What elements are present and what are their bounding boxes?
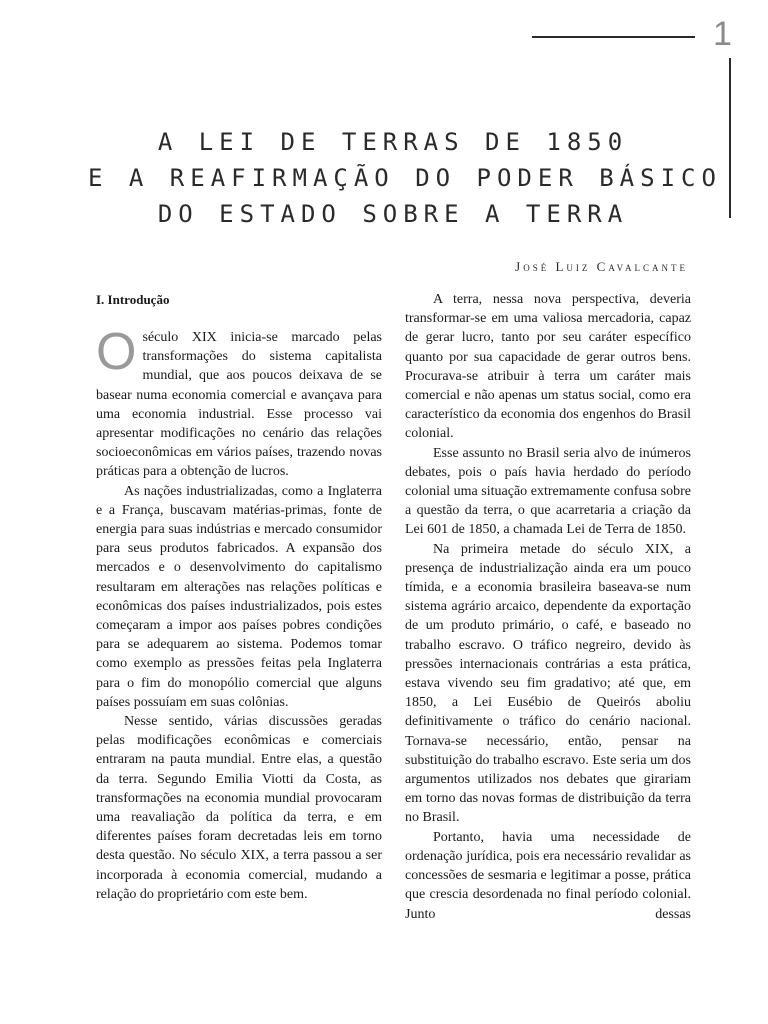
drop-cap: O xyxy=(96,323,137,381)
paragraph: As nações industrializadas, como a Inglaterra e a França, buscavam matérias-primas, fonte de energia para suas indústrias e mercado consumidor para seus produtos fabricados. A expansão dos mercados e o desenvolvimento do capitalismo resultaram em alterações nas relações políticas e econômicas dos países industrializados, pois estes começaram a impor aos países pobres condições para se adequarem ao sistema. Podemos tomar como exemplo as pressões feitas pela Inglaterra para o fim do monopólio comercial que alguns países possuíam em suas colônias. xyxy=(96,483,382,710)
article-title xyxy=(88,124,722,232)
margin-rule xyxy=(729,58,731,218)
paragraph: Na primeira metade do século XIX, a presença de industrialização ainda era um pouco tímida, e a economia brasileira baseava-se num sistema agrário arcaico, dependente da exportação de um produto primário, o café, e baseado no trabalho escravo. O tráfico negreiro, devido às pressões internacionais contrárias a esta prática, estava vivendo seu fim gradativo; até que, em 1850, a Lei Eusébio de Queirós aboliu definitivamente o tráfico do cenário nacional. Tornava-se necessário, então, pensar na substituição do trabalho escravo. Este seria um dos argumentos utilizados nos debates que girariam em torno das novas formas de distribuição da terra no Brasil. xyxy=(405,541,691,826)
paragraph: Nesse sentido, várias discussões geradas pelas modificações econômicas e comerciais entraram na pauta mundial. Entre elas, a questão da terra. Segundo Emilia Viotti da Costa, as transformações na economia mundial provocaram uma reavaliação da política da terra, e em diferentes países foram decretadas leis em torno desta questão. No século XIX, a terra passou a ser incorporada à economia comercial, mudando a relação do proprietário com este bem. xyxy=(96,714,382,902)
title-line-3: DO ESTADO SOBRE A TERRA xyxy=(157,200,629,228)
title-line-2: E A REAFIRMAÇÃO DO PODER BÁSICO xyxy=(88,164,722,192)
left-column xyxy=(96,290,382,904)
paragraph: Portanto, havia uma necessidade de ordenação jurídica, pois era necessário revalidar as concessões de sesmaria e legitimar a posse, prática que crescia desordenada no final período colonial. Junto dessas xyxy=(405,829,691,922)
section-heading: I. Introdução xyxy=(96,292,170,307)
paragraph xyxy=(96,323,382,482)
paragraph: A terra, nessa nova perspectiva, deveria transformar-se em uma valiosa mercadoria, capaz de gerar lucro, tanto por seu caráter específico quanto por sua capacidade de gerar outros bens. Procurava-se atribuir à terra um caráter mais comercial e não apenas um status social, como era característico da economia dos engenhos do Brasil colonial. xyxy=(405,292,691,442)
paragraph: Esse assunto no Brasil seria alvo de inúmeros debates, pois o país havia herdado do período colonial uma situação extremamente confusa sobre a questão da terra, o que acarretaria a criação da Lei 601 de 1850, a chamada Lei de Terra de 1850. xyxy=(405,445,691,538)
paragraph-text: século XIX inicia-se marcado pelas transformações do sistema capitalista mundial, que aos poucos deixava de se basear numa economia comercial e avançava para uma economia industrial. Esse processo vai apresentar modificações no cenário das relações socioeconômicas em vários países, trazendo novas práticas para a obtenção de lucros. xyxy=(96,330,382,480)
author-name: José Luiz Cavalcante xyxy=(515,259,688,274)
right-column xyxy=(405,290,691,924)
page-number: 1 xyxy=(713,15,732,53)
title-line-1: A LEI DE TERRAS DE 1850 xyxy=(157,128,629,156)
header-rule xyxy=(532,36,695,38)
